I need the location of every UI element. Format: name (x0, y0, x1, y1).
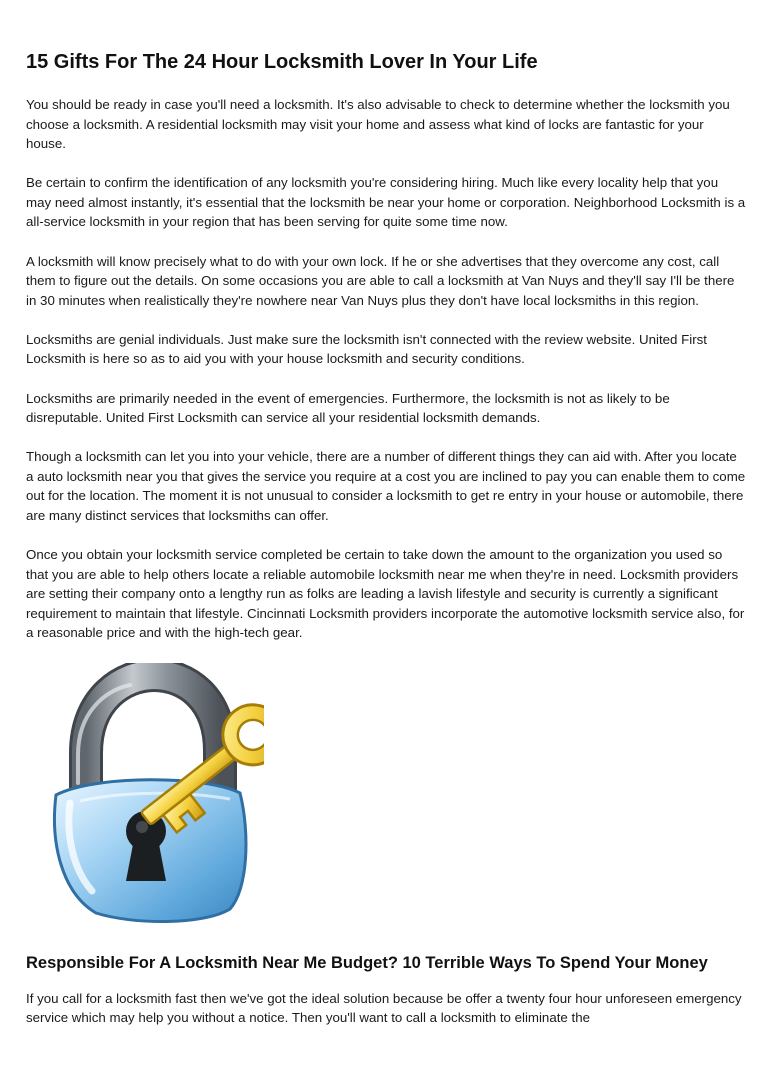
paragraph-3: A locksmith will know precisely what to do with your own lock. If he or she advertises that they overcome any cost, call them to figure out the details. On some occasions you are able to call a locksmith at Van Nuys and they'll say I'll be there in 30 minutes when realistically they're nowhere near Van Nuys plus they don't have local locksmiths in this region. (26, 253, 735, 308)
document-page (26, 48, 746, 1047)
padlock-with-key-icon (34, 663, 264, 933)
paragraph-8: If you call for a locksmith fast then we've got the ideal solution because be offer a twenty four hour unforeseen emergency service which may help you without a notice. Then you'll want to call a locksmith to eliminate the (26, 990, 742, 1026)
section-heading: Responsible For A Locksmith Near Me Budget? 10 Terrible Ways To Spend Your Money (26, 953, 708, 972)
paragraph-6: Though a locksmith can let you into your vehicle, there are a number of different things they can aid with. After you locate a auto locksmith near you that gives the service you require at a cost you are inclined to pay you can enable them to come out for the location. The moment it is not unusual to consider a locksmith to get re entry in your house or automobile, there are many distinct services that locksmiths can offer. (26, 449, 746, 523)
paragraph-1: You should be ready in case you'll need a locksmith. It's also advisable to check to determine whether the locksmith you choose a locksmith. A residential locksmith may visit your home and assess what kind of locks are fantastic for your house. (26, 97, 730, 152)
paragraph-5: Locksmiths are primarily needed in the event of emergencies. Furthermore, the locksmith is not as likely to be disreputable. United First Locksmith can service all your residential locksmith demands. (26, 390, 670, 426)
paragraph-7: Once you obtain your locksmith service completed be certain to take down the amount to the organization you used so that you are able to help others locate a reliable automobile locksmith near me when they're in need. Locksmith providers are setting their company onto a lengthy run as folks are leading a lavish lifestyle and security is currently a significant requirement to maintain that lifestyle. Cincinnati Locksmith providers incorporate the automotive locksmith service also, for a reasonable price and with the high-tech gear. (26, 547, 745, 641)
paragraph-4: Locksmiths are genial individuals. Just make sure the locksmith isn't connected with the review website. United First Locksmith is here so as to aid you with your house locksmith and security conditions. (26, 331, 707, 367)
page-title: 15 Gifts For The 24 Hour Locksmith Lover In Your Life (26, 51, 538, 73)
paragraph-2: Be certain to confirm the identification of any locksmith you're considering hiring. Much like every locality help that you may need almost instantly, it's essential that the locksmith be near your home or corporation. Neighborhood Locksmith is a all-service locksmith in your region that has been serving for quite some time now. (26, 175, 746, 230)
